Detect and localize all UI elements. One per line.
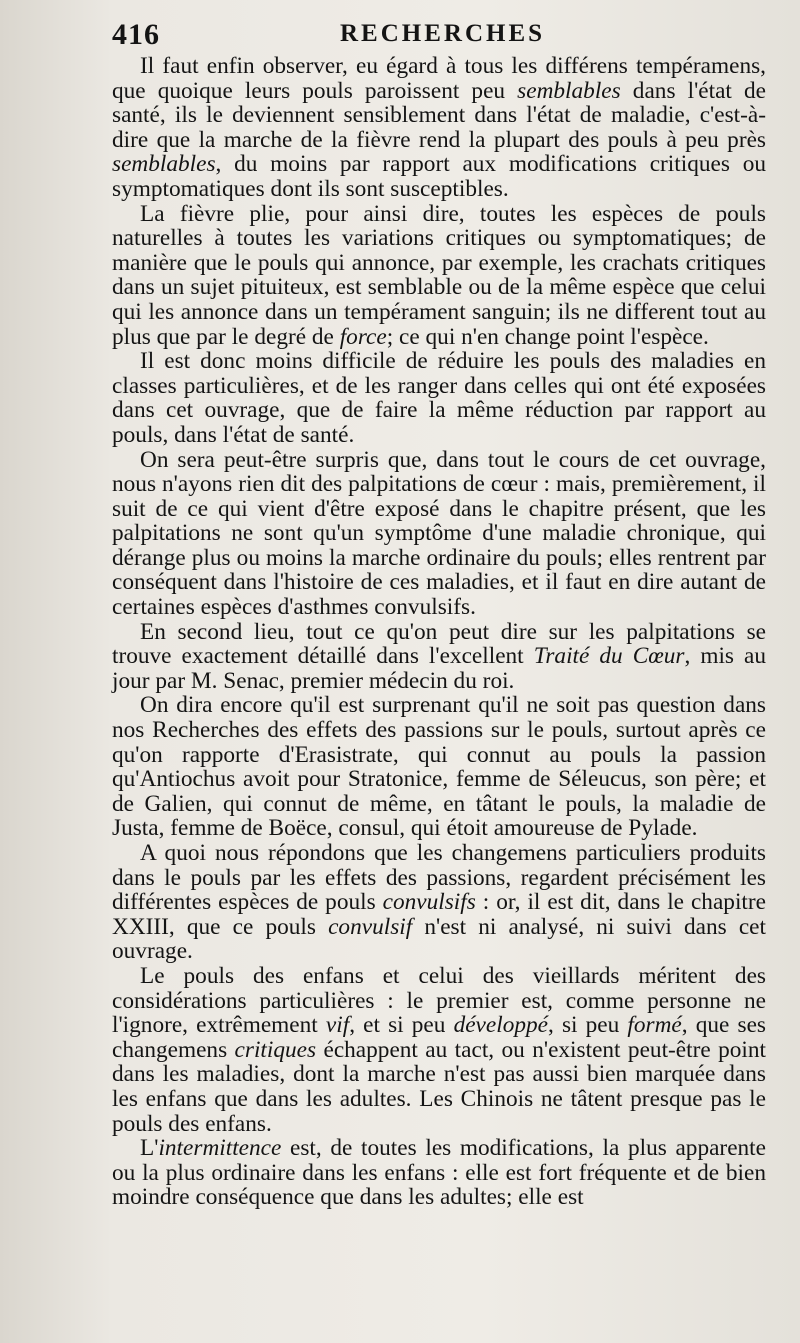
italic-phrase: développé	[453, 1012, 548, 1039]
text-run: , si peu	[548, 1012, 628, 1039]
text-run: échappent au tact, ou n'existent peut-être point dans les maladies, dont la marche n'est pas aussi bien marquée dans les enfans que dans les adultes. Les Chinois ne tâtent presque pas le pouls des enfans.	[112, 1036, 766, 1137]
text-run: L'	[140, 1135, 159, 1162]
italic-phrase: semblables	[517, 77, 621, 104]
text-run: , que ses changemens	[112, 1012, 766, 1063]
text-run: Il faut enfin observer, eu égard à tous les différens tempéramens, que quoique leurs pouls paroissent peu	[112, 53, 766, 104]
italic-phrase: force	[339, 323, 387, 350]
text-run: La fièvre plie, pour ainsi dire, toutes les espèces de pouls naturelles à toutes les variations critiques ou symptomatiques; de manière que le pouls qui annonce, par exemple, les crachats critiques dans un sujet pituiteux, est semblable ou de la même espèce que celui qui les annonce dans un tempérament sanguin; ils ne different tout au plus que par le degré de	[112, 200, 766, 350]
paragraph-p8	[112, 964, 766, 1136]
paragraph-p4	[112, 448, 766, 620]
body-text	[112, 54, 766, 1210]
text-run: est, de toutes les modifications, la plus apparente ou la plus ordinaire dans les enfans : elle est fort fréquente et de bien moindre conséquence que dans les adultes; elle est	[112, 1135, 766, 1211]
paragraph-p2	[112, 202, 766, 350]
text-run: , du moins par rapport aux modifications critiques ou symptomatiques dont ils sont susceptibles.	[112, 151, 766, 202]
running-head: RECHERCHES	[340, 20, 546, 47]
text-run: , et si peu	[349, 1012, 454, 1039]
paragraph-p3	[112, 349, 766, 447]
italic-phrase: convulsif	[328, 913, 413, 940]
italic-phrase: formé	[627, 1012, 682, 1039]
paragraph-p7	[112, 841, 766, 964]
text-run: Il est donc moins difficile de réduire les pouls des maladies en classes particulières, et de les ranger dans celles qui ont été exposées dans cet ouvrage, que de faire la même réduction par rapport au pouls, dans l'état de santé.	[112, 348, 766, 448]
italic-phrase: semblables	[112, 151, 216, 178]
paragraph-p1	[112, 54, 766, 202]
text-run: En second lieu, tout ce qu'on peut dire sur les palpitations se trouve exactement détaillé dans l'excellent	[112, 618, 766, 670]
text-run: : or, il est dit, dans le chapitre XXIII, que ce pouls	[112, 889, 766, 940]
italic-phrase: vif	[325, 1012, 350, 1039]
text-run: n'est ni analysé, ni suivi dans cet ouvrage.	[112, 913, 766, 965]
paragraph-p6	[112, 693, 766, 841]
text-run: dans l'état de santé, ils le deviennent sensiblement dans l'état de maladie, c'est-à-dire que la marche de la fièvre rend la plupart des pouls à peu près	[112, 77, 766, 153]
page-number: 416	[112, 18, 160, 51]
page-header	[112, 16, 766, 54]
text-run: Le pouls des enfans et celui des vieillards méritent des considérations particulières : le premier est, comme personne ne l'ignore, extrêmement	[112, 962, 766, 1039]
italic-phrase: intermittence	[158, 1135, 282, 1162]
text-run: On sera peut-être surpris que, dans tout le cours de cet ouvrage, nous n'ayons rien dit des palpitations de cœur : mais, premièrement, il suit de ce qui vient d'être exposé dans le chapitre présent, que les palpitations ne sont qu'un symptôme d'une maladie chronique, qui dérange plus ou moins la marche ordinaire du pouls; elles rentrent par conséquent dans l'histoire de ces maladies, et il faut en dire autant de certaines espèces d'asthmes convulsifs.	[112, 446, 766, 621]
paragraph-p9	[112, 1136, 766, 1210]
italic-phrase: Traité du Cœur	[533, 643, 685, 670]
italic-phrase: convulsifs	[382, 889, 476, 916]
text-run: ; ce qui n'en change point l'espèce.	[386, 323, 709, 350]
paragraph-p5	[112, 620, 766, 694]
text-run: , mis au jour par M. Senac, premier médecin du roi.	[112, 643, 766, 694]
text-run: A quoi nous répondons que les changemens particuliers produits dans le pouls par les effets des passions, regardent précisément les différentes espèces de pouls	[112, 840, 766, 916]
text-run: On dira encore qu'il est surprenant qu'il ne soit pas question dans nos Recherches des effets des passions sur le pouls, surtout après ce qu'on rapporte d'Erasistrate, qui connut au pouls la passion qu'Antiochus avoit pour Stratonice, femme de Séleucus, son père; et de Galien, qui connut de même, en tâtant le pouls, la maladie de Justa, femme de Boëce, consul, qui étoit amoureuse de Pylade.	[112, 692, 766, 842]
italic-phrase: critiques	[234, 1036, 317, 1063]
